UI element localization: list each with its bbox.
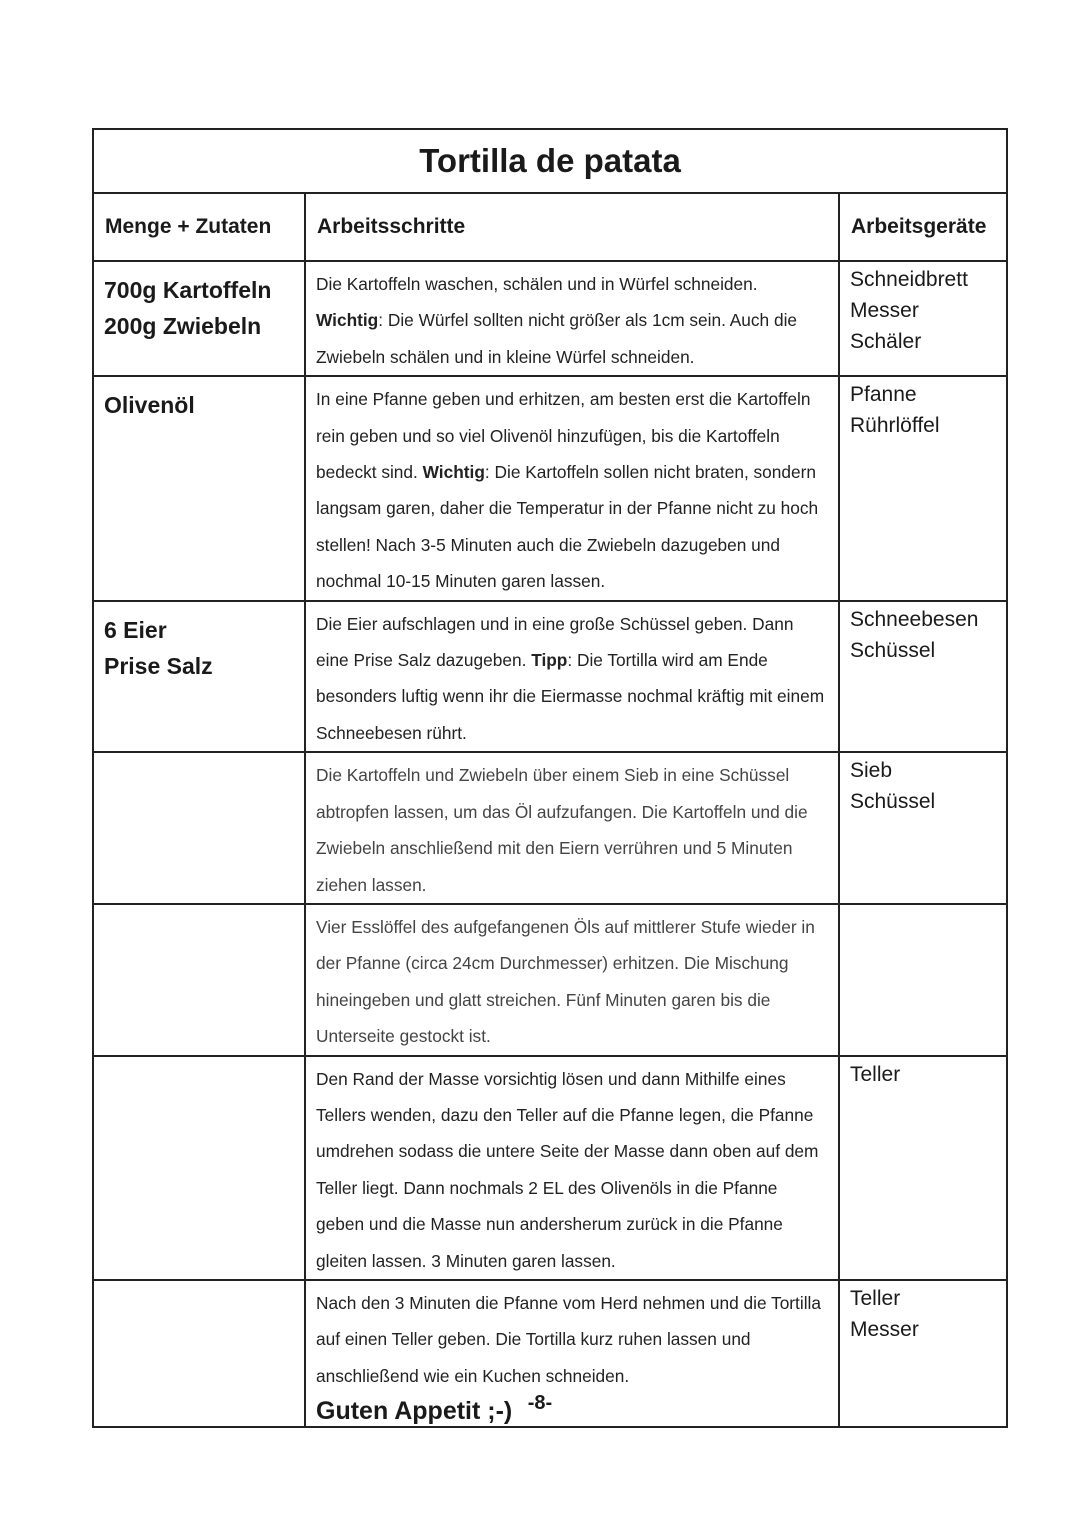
tool-item: Teller [850,1286,901,1310]
ingredients-cell [93,1056,305,1280]
step-cell [305,1056,839,1280]
table-row [93,376,1007,600]
ingredients-cell [93,904,305,1056]
step-cell [305,601,839,753]
step-cell [305,376,839,600]
step-text: : Die Tortilla wird am Ende besonders luftig wenn ihr die Eiermasse nochmal kräftig mit einem Schneebesen rührt. [316,650,825,743]
step-text: Die Kartoffeln und Zwiebeln über einem Sieb in eine Schüssel abtropfen lassen, um das Öl aufzufangen. Die Kartoffeln und die Zwiebeln anschließend mit den Eiern verrühren und 5 Minuten ziehen lassen. [316,765,808,895]
header-row [93,193,1007,261]
table-row [93,904,1007,1056]
ingredient-item: 6 Eier [104,616,167,643]
tool-item: Schüssel [850,638,936,662]
header-steps: Arbeitsschritte [305,193,839,261]
table-row [93,752,1007,904]
step-text: Nach den 3 Minuten die Pfanne vom Herd nehmen und die Tortilla auf einen Teller geben. Die Tortilla kurz ruhen lassen und anschließend wie ein Kuchen schneiden. [316,1292,821,1386]
tool-item: Messer [850,1317,919,1341]
tools-cell [839,752,1007,904]
ingredient-item: Olivenöl [104,392,195,419]
tool-item: Schüssel [850,790,936,814]
tool-item: Teller [850,1062,901,1086]
step-text: Die Kartoffeln waschen, schälen und in Würfel schneiden. [316,274,758,294]
table-row [93,601,1007,753]
tool-item: Schneebesen [850,607,979,631]
ingredients-cell [93,752,305,904]
step-text: In eine Pfanne geben und erhitzen, am besten erst die Kartoffeln rein geben und so viel Olivenöl hinzufügen, bis die Kartoffeln bedeckt sind. [316,389,811,483]
title-row [93,129,1007,193]
recipe-table [92,128,1008,1428]
step-cell [305,261,839,376]
ingredients-cell [93,261,305,376]
tool-item: Sieb [850,759,893,783]
ingredients-cell [93,601,305,753]
header-ingredients: Menge + Zutaten [93,193,305,261]
tools-cell [839,904,1007,1056]
step-emphasis: Tipp [531,650,568,671]
step-text: Den Rand der Masse vorsichtig lösen und dann Mithilfe eines Tellers wenden, dazu den Teller auf die Pfanne legen, die Pfanne umdrehen sodass die untere Seite der Masse dann oben auf dem Teller liegt. Dann nochmals 2 EL des Olivenöls in die Pfanne geben und die Masse nun andersherum zurück in die Pfanne gleiten lassen. 3 Minuten garen lassen. [316,1068,819,1271]
step-text: Die Eier aufschlagen und in eine große Schüssel geben. Dann eine Prise Salz dazugeben. [316,613,794,671]
step-text: Vier Esslöffel des aufgefangenen Öls auf mittlerer Stufe wieder in der Pfanne (circa 24cm Durchmesser) erhitzen. Die Mischung hineingeben und glatt streichen. Fünf Minuten garen bis die Unterseite gestockt ist. [316,916,815,1047]
recipe-title: Tortilla de patata [93,129,1007,193]
page-number: -8- [527,1392,553,1414]
tools-cell [839,376,1007,600]
table-row [93,261,1007,376]
step-cell [305,752,839,904]
table-row [93,1056,1007,1280]
closing-text: Guten Appetit ;-) [316,1397,513,1426]
ingredient-item: Prise Salz [104,652,213,679]
tool-item: Schäler [850,330,922,353]
header-tools: Arbeitsgeräte [839,193,1007,261]
step-cell [305,904,839,1056]
step-emphasis: Wichtig [316,310,379,331]
ingredient-item: 200g Zwiebeln [104,313,262,339]
tools-cell [839,1056,1007,1280]
step-text: : Die Kartoffeln sollen nicht braten, sondern langsam garen, daher die Temperatur in der Pfanne nicht zu hoch stellen! Nach 3-5 Minuten auch die Zwiebeln dazugeben und nochmal 10-15 Minuten garen lassen. [316,462,819,592]
ingredient-item: 700g Kartoffeln [104,277,272,303]
step-emphasis: Wichtig [422,462,485,483]
tool-item: Schneidbrett [850,268,968,291]
ingredients-cell [93,376,305,600]
step-text: : Die Würfel sollten nicht größer als 1cm sein. Auch die Zwiebeln schälen und in kleine Würfel schneiden. [316,310,798,367]
tool-item: Messer [850,299,919,322]
tools-cell [839,261,1007,376]
tool-item: Pfanne [850,383,917,407]
tool-item: Rührlöffel [850,414,940,438]
tools-cell [839,601,1007,753]
